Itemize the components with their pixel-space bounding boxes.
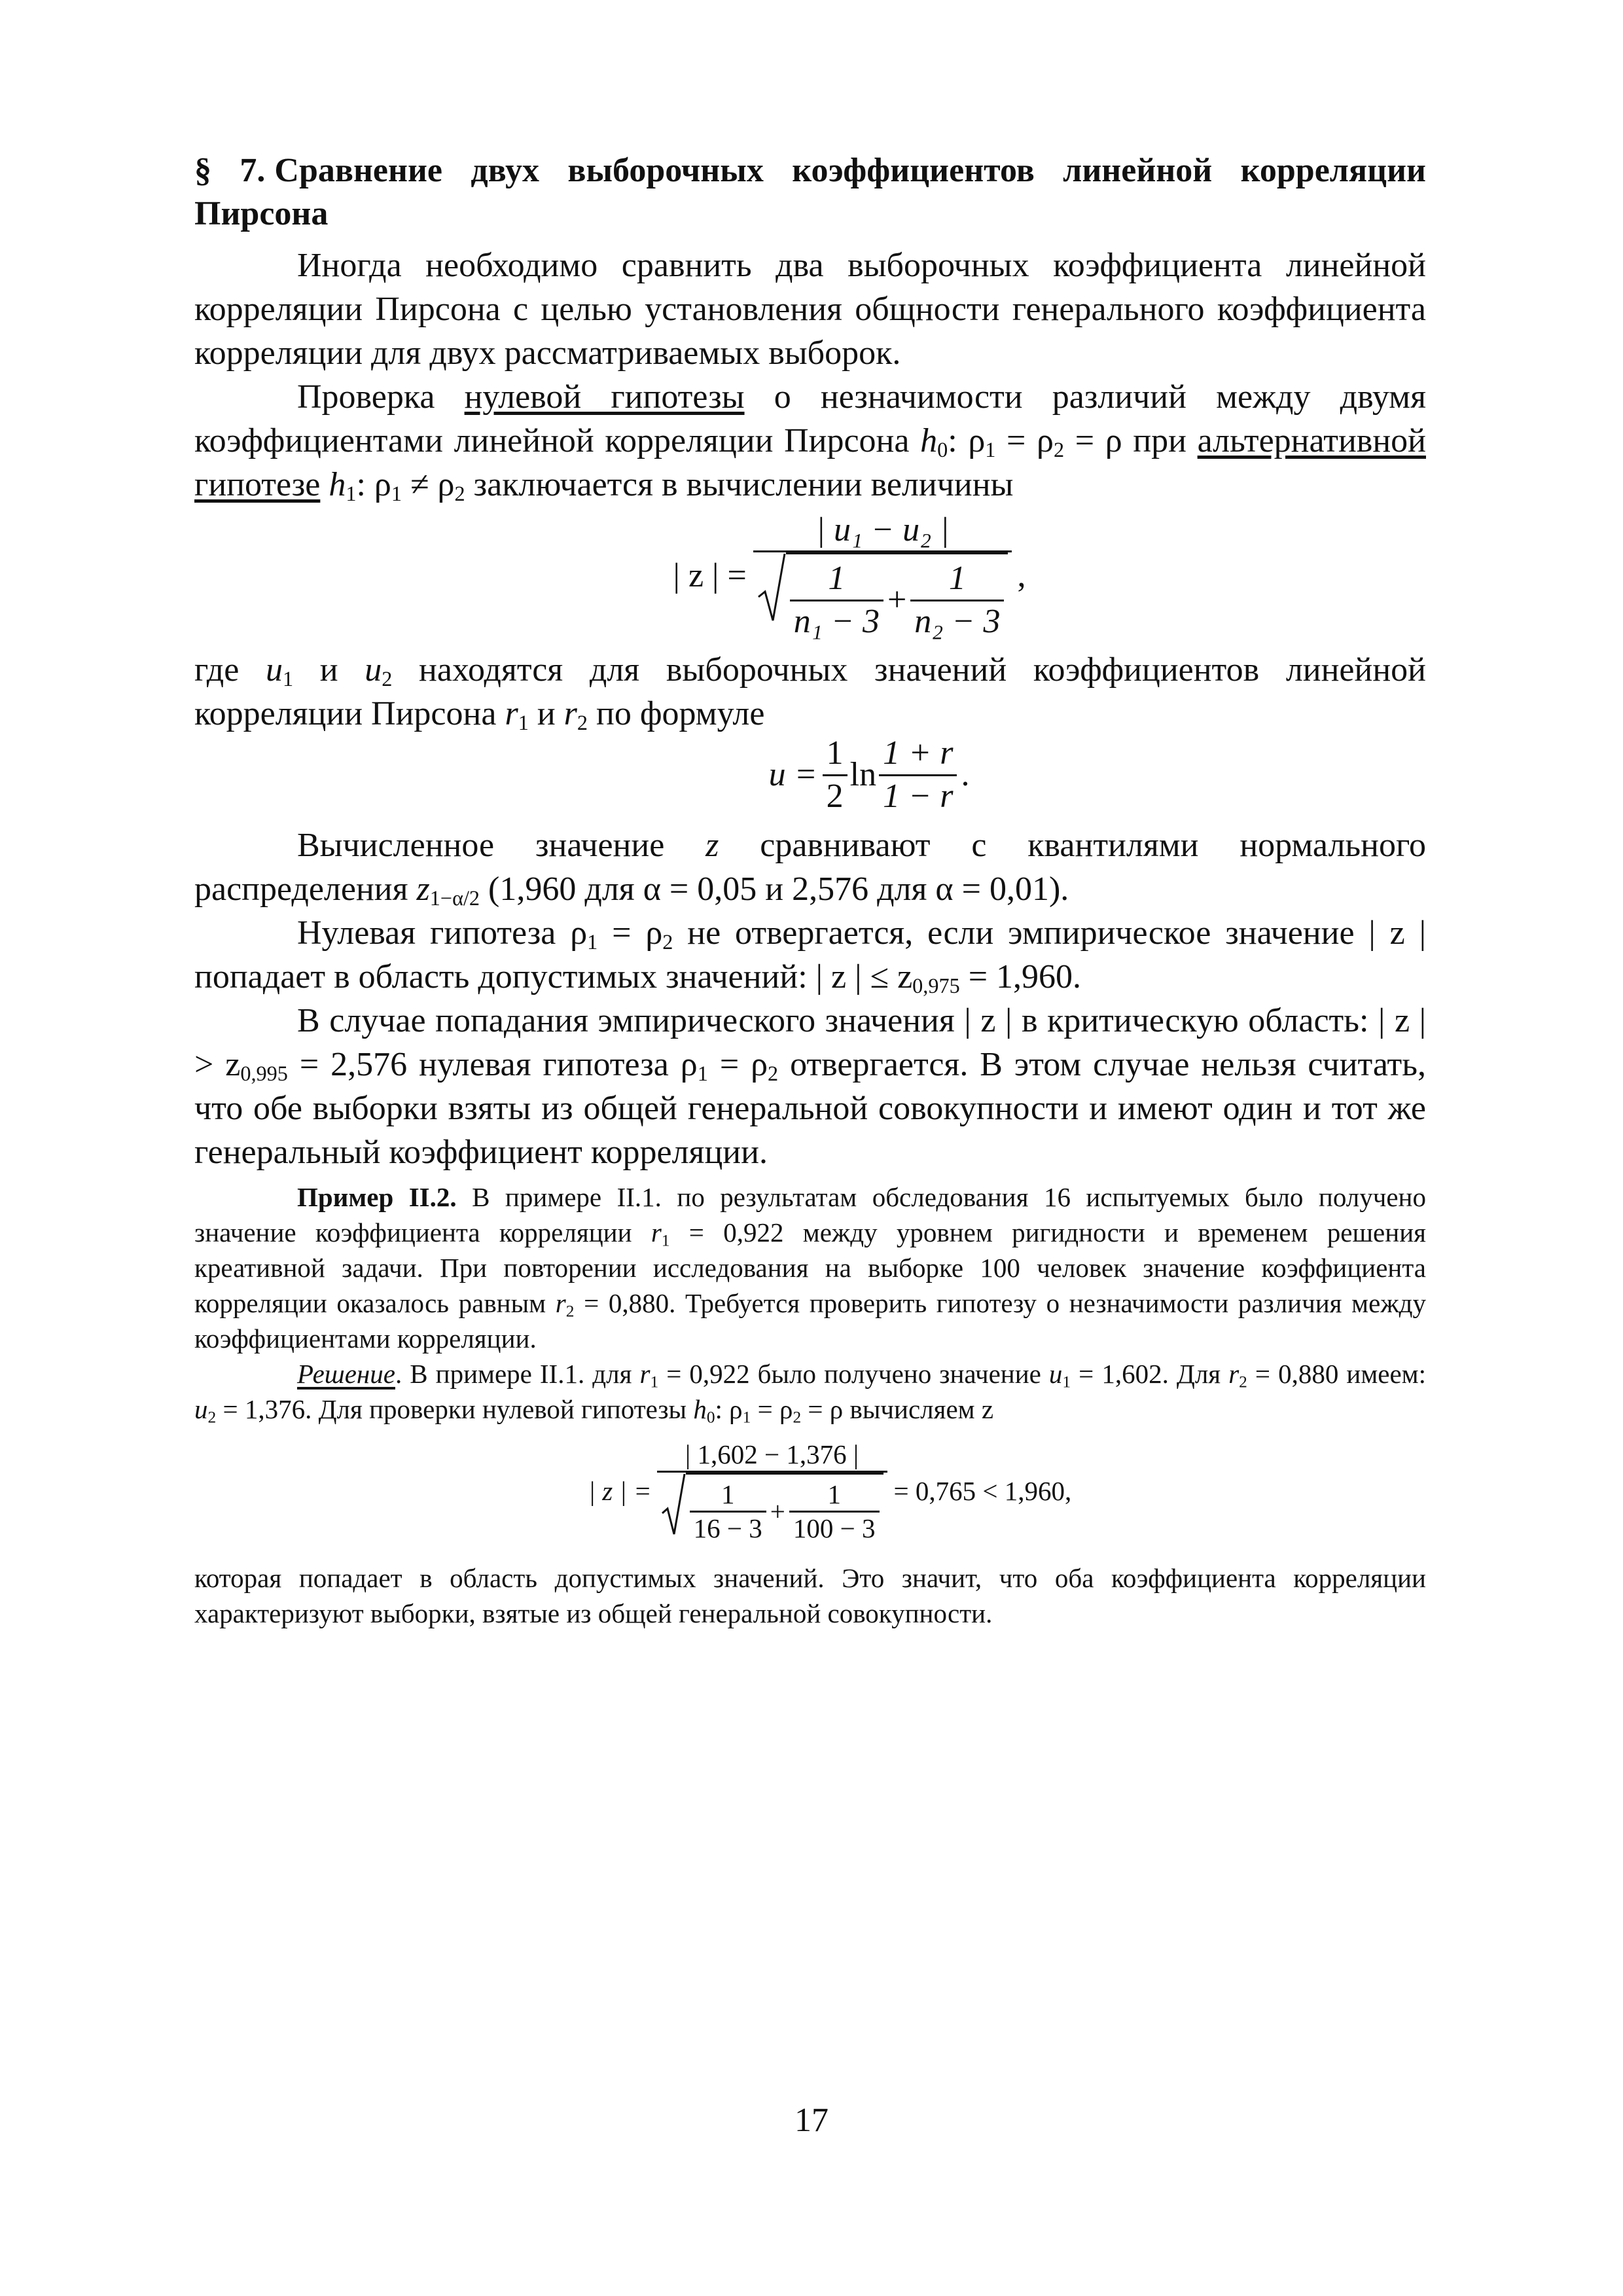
formula-z-numeric-numerator: | 1,602 − 1,376 | xyxy=(657,1439,887,1473)
paragraph-quantiles: Вычисленное значение z сравнивают с квантилями нормального распределения $z_{1-\alpha/2}$ (1,960 для α = 0,05 и 2,576 для α = 0,01). xyxy=(194,827,1426,910)
solution-label: Решение xyxy=(297,1359,395,1389)
paragraph-reject: В случае попадания эмпирического значения | z | в критическую область: | z | > $z_{0,995} = 2,576$ нулевая гипотеза $\rho_1 = \rho_2$ отвергается. В этом случае нельзя считать, что обе выборки взяты из общей генеральной совокупности и имеют один и тот же генеральный коэффициент корреляции. xyxy=(194,1002,1426,1171)
solution-paragraph: Решение. В примере II.1. для $r_1 = 0,922$ было получено значение $u_1 = 1,602$. Для $r_2 = 0,880$ имеем: $u_2 = 1,376$. Для проверки нулевой гипотезы $h_0$: $\rho_1 = \rho_2 = \rho$ вычисляем z xyxy=(194,1359,1427,1427)
page-content xyxy=(194,149,1426,1631)
link-null-hypothesis[interactable]: нулевой гипотезы xyxy=(464,378,745,416)
sqrt-sign-numeric: $\frac{1}{16 - 3}$ + $\frac{1}{100 - 3}$ xyxy=(661,1473,883,1545)
paragraph-intro: Иногда необходимо сравнить два выборочных коэффициента линейной корреляции Пирсона с целью установления общности генерального коэффициента корреляции для двух рассматриваемых выборок. xyxy=(194,247,1426,372)
sqrt-sign: $\frac{1}{\text{n₁ − 3}}$ + $\frac{1}{\text{n₂ − 3}}$ xyxy=(757,552,1008,642)
paragraph-accept: Нулевая гипотеза $\rho_1 = \rho_2$ не отвергается, если эмпирическое значение | z | попадает в область допустимых значений: | z | ≤ $z_{0,975} = 1,960$. xyxy=(194,914,1426,998)
formula-z-fraction xyxy=(753,510,1012,642)
section-number: § 7. xyxy=(194,152,266,189)
formula-z-numeric xyxy=(234,1429,1426,1554)
page-number: 17 xyxy=(794,2102,829,2139)
section-heading xyxy=(194,149,1426,236)
formula-z-numerator: | u₁ − u₂ | xyxy=(753,510,1012,552)
formula-u: u = $\frac{1}{2}$ ln $\frac{1 + r}{1 - r}$ . xyxy=(768,734,970,815)
formula-z: | z | = | u₁ − u₂ | $\frac{1}{\text{n₁ − 3}}$ + $\frac{1}{\text{n₂ − 3}}$ , xyxy=(273,511,1426,641)
paragraph-hypothesis: Проверка нулевой гипотезы о незначимости различий между двумя коэффициентами линейной корреляции Пирсона $h_0$: $\rho_1 = \rho_2 = \rho$ при альтернативной гипотезе $h_1$: $\rho_1 \ne \rho_2$ заключается в вычислении величины xyxy=(194,378,1426,506)
link-alternative-hypothesis[interactable]: альтернативной гипотезе xyxy=(194,422,1426,503)
formula-u-lhs: u = xyxy=(768,755,817,793)
section-title: Сравнение двух выборочных коэффициентов линейной корреляции Пирсона xyxy=(194,152,1427,232)
example-paragraph: Пример II.2. В примере II.1. по результатам обследования 16 испытуемых было получено значение коэффициента корреляции $r_1 = 0,922$ между уровнем ригидности и временем решения креативной задачи. При повторении исследования на выборке 100 человек значение коэффициента корреляции оказалось равным $r_2 = 0,880$. Требуется проверить гипотезу о незначимости различия между коэффициентами корреляции. xyxy=(194,1182,1427,1354)
conclusion-paragraph: которая попадает в область допустимых значений. Это значит, что оба коэффициента корреляции характеризуют выборки, взятые из общей генеральной совокупности. xyxy=(194,1563,1426,1628)
example-label: Пример II.2. xyxy=(297,1182,457,1212)
formula-z-numeric-lhs: | z | = xyxy=(588,1476,652,1507)
paragraph-where: где $u_1$ и $u_2$ находятся для выборочных значений коэффициентов линейной корреляции Пирсона $r_1$ и $r_2$ по формуле xyxy=(194,651,1426,735)
formula-z-numeric-result: = 0,765 < 1,960, xyxy=(893,1476,1072,1507)
formula-z-lhs: | z | = xyxy=(673,556,747,594)
